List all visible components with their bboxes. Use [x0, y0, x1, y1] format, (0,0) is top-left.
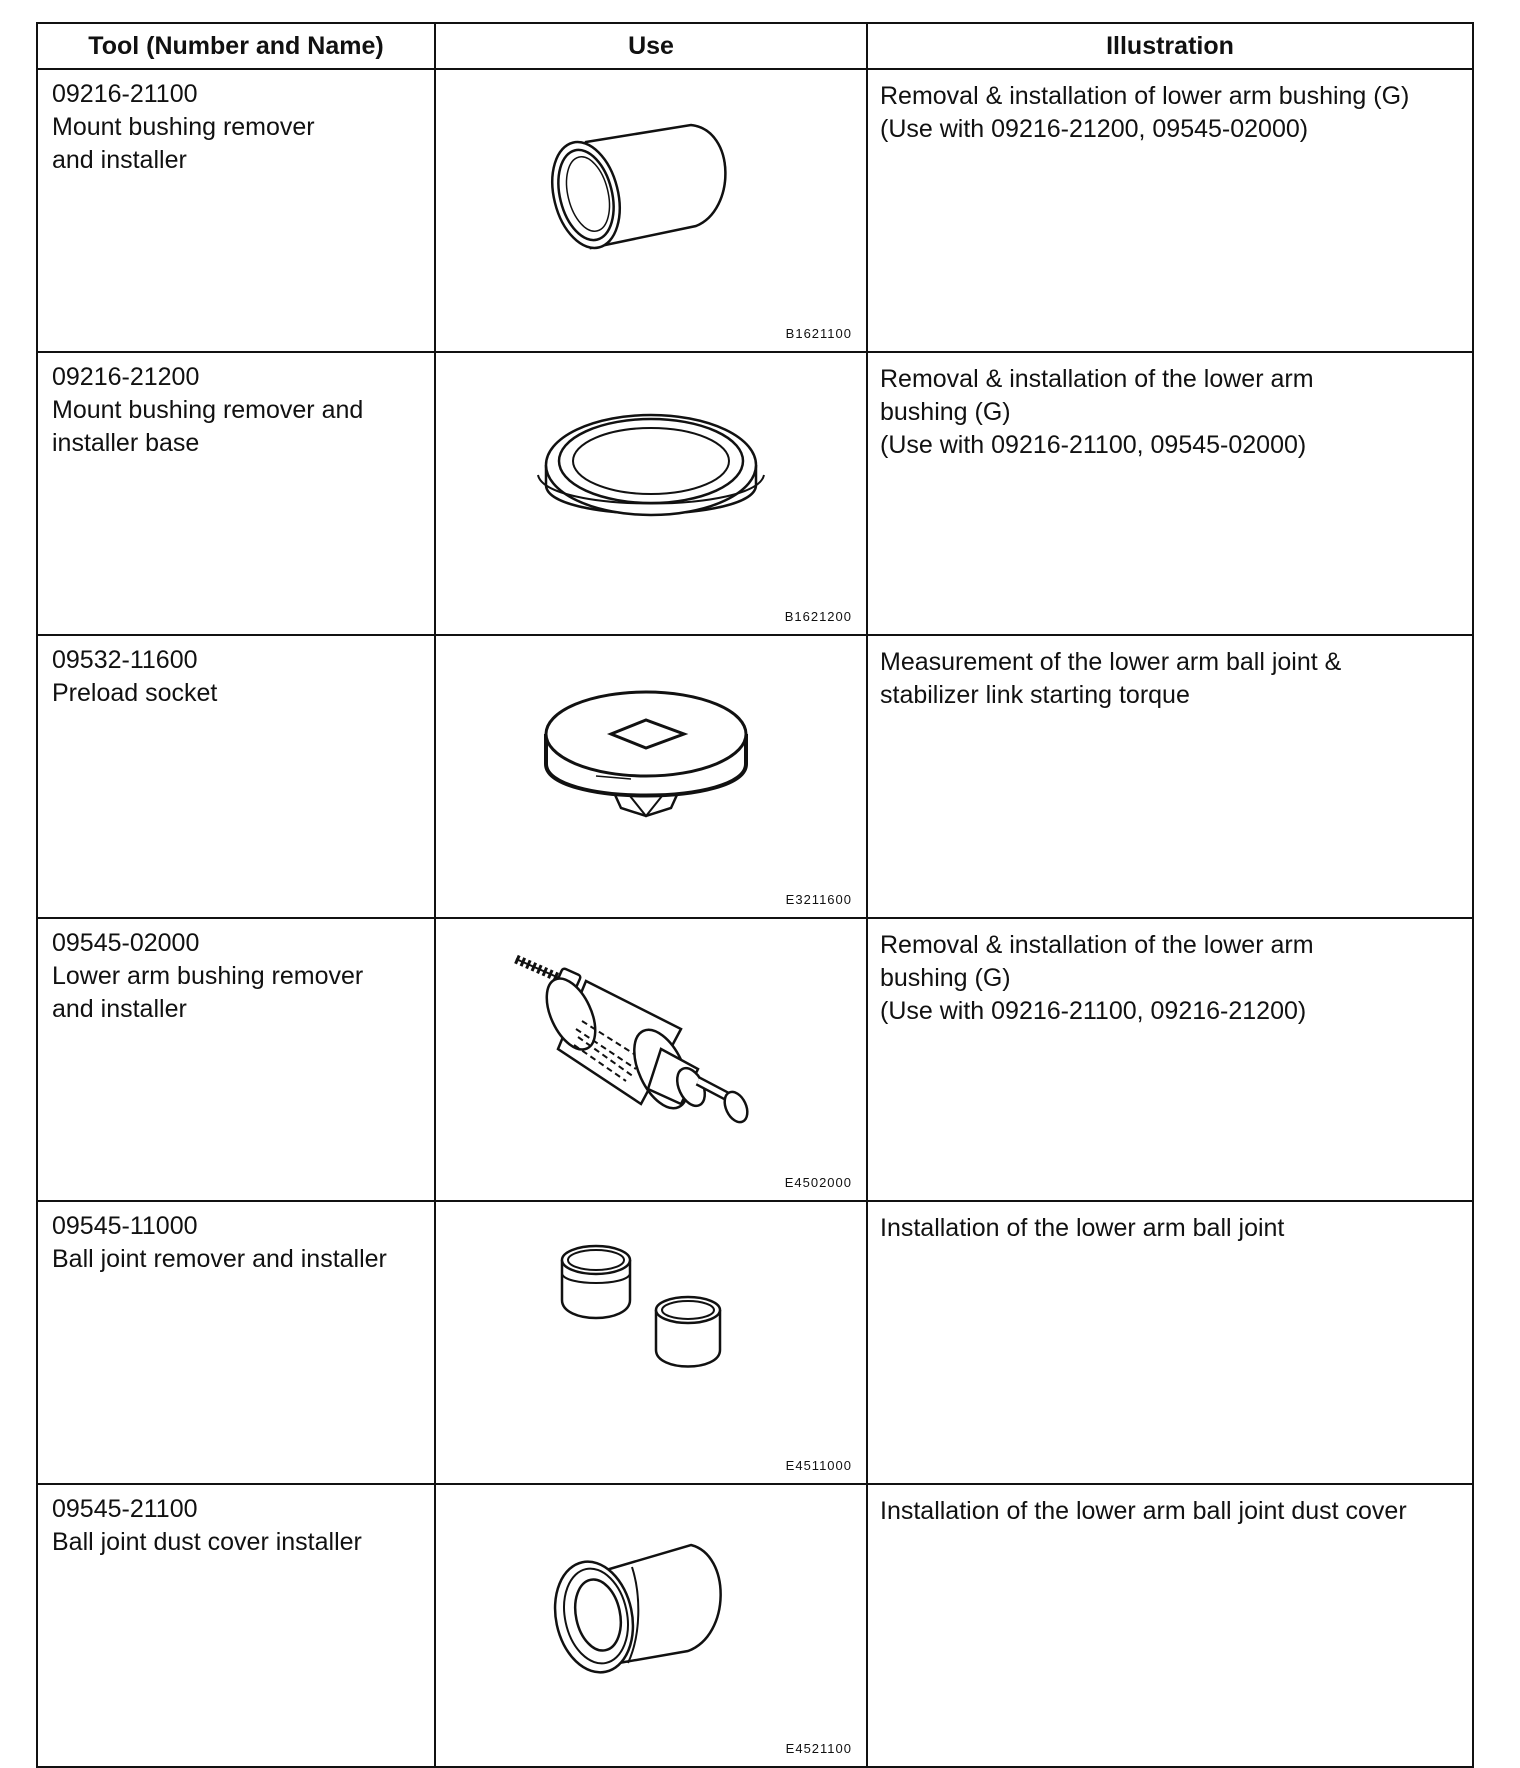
illustration-code: E4521100	[785, 1741, 852, 1756]
tool-row	[37, 352, 1473, 635]
description-cell	[867, 918, 1473, 1201]
tool-cell	[37, 1201, 435, 1484]
description-line: Installation of the lower arm ball joint	[880, 1214, 1285, 1242]
description-cell	[867, 1201, 1473, 1484]
ring-base-icon	[436, 353, 866, 634]
tool-row	[37, 918, 1473, 1201]
description-line: bushing (G)	[880, 398, 1011, 426]
description-line: bushing (G)	[880, 964, 1011, 992]
tool-cell	[37, 918, 435, 1201]
description-cell	[867, 352, 1473, 635]
description-cell	[867, 635, 1473, 918]
illustration-code: E4502000	[784, 1175, 852, 1190]
tool-row	[37, 1484, 1473, 1767]
description-line: Removal & installation of the lower arm	[880, 365, 1314, 393]
use-cell	[435, 1201, 867, 1484]
tool-row	[37, 635, 1473, 918]
description-cell	[867, 1484, 1473, 1767]
tool-name-line: Ball joint dust cover installer	[52, 1528, 362, 1556]
bushing-sleeve-icon	[436, 70, 866, 351]
description-cell	[867, 69, 1473, 352]
tool-name-line: and installer	[52, 995, 187, 1023]
tool-row	[37, 1201, 1473, 1484]
tool-number: 09216-21100	[52, 80, 198, 108]
tool-cell	[37, 69, 435, 352]
illustration-code: E3211600	[785, 892, 852, 907]
twin-cups-icon	[436, 1202, 866, 1483]
description-line: Removal & installation of the lower arm	[880, 931, 1314, 959]
tool-cell	[37, 635, 435, 918]
illustration-code: E4511000	[785, 1458, 852, 1473]
tool-row	[37, 69, 1473, 352]
use-cell	[435, 352, 867, 635]
header-tool: Tool (Number and Name)	[37, 23, 435, 69]
tool-cell	[37, 1484, 435, 1767]
bushing-puller-icon	[436, 919, 866, 1200]
description-line: (Use with 09216-21100, 09545-02000)	[880, 431, 1307, 459]
illustration-code: B1621100	[785, 326, 852, 341]
tool-name-line: Mount bushing remover and	[52, 396, 364, 424]
description-line: stabilizer link starting torque	[880, 681, 1190, 709]
description-line: Installation of the lower arm ball joint dust cover	[880, 1497, 1407, 1525]
tool-number: 09545-11000	[52, 1212, 198, 1240]
tool-cell	[37, 352, 435, 635]
use-cell	[435, 918, 867, 1201]
tool-number: 09216-21200	[52, 363, 200, 391]
tool-number: 09532-11600	[52, 646, 198, 674]
use-cell	[435, 635, 867, 918]
description-line: Measurement of the lower arm ball joint &	[880, 648, 1342, 676]
tool-name-line: installer base	[52, 429, 200, 457]
tool-name-line: Mount bushing remover	[52, 113, 315, 141]
illustration-code: B1621200	[784, 609, 852, 624]
description-line: Removal & installation of lower arm bushing (G)	[880, 82, 1410, 110]
tool-name-line: and installer	[52, 146, 187, 174]
use-cell	[435, 1484, 867, 1767]
tool-name-line: Ball joint remover and installer	[52, 1245, 387, 1273]
description-line: (Use with 09216-21200, 09545-02000)	[880, 115, 1309, 143]
preload-socket-icon	[436, 636, 866, 917]
tool-number: 09545-21100	[52, 1495, 198, 1523]
header-use: Use	[435, 23, 867, 69]
use-cell	[435, 69, 867, 352]
tool-number: 09545-02000	[52, 929, 200, 957]
header-row	[37, 23, 1473, 69]
tool-name-line: Preload socket	[52, 679, 218, 707]
header-illustration: Illustration	[867, 23, 1473, 69]
description-line: (Use with 09216-21100, 09216-21200)	[880, 997, 1307, 1025]
special-tools-table	[36, 22, 1474, 1768]
tool-name-line: Lower arm bushing remover	[52, 962, 364, 990]
